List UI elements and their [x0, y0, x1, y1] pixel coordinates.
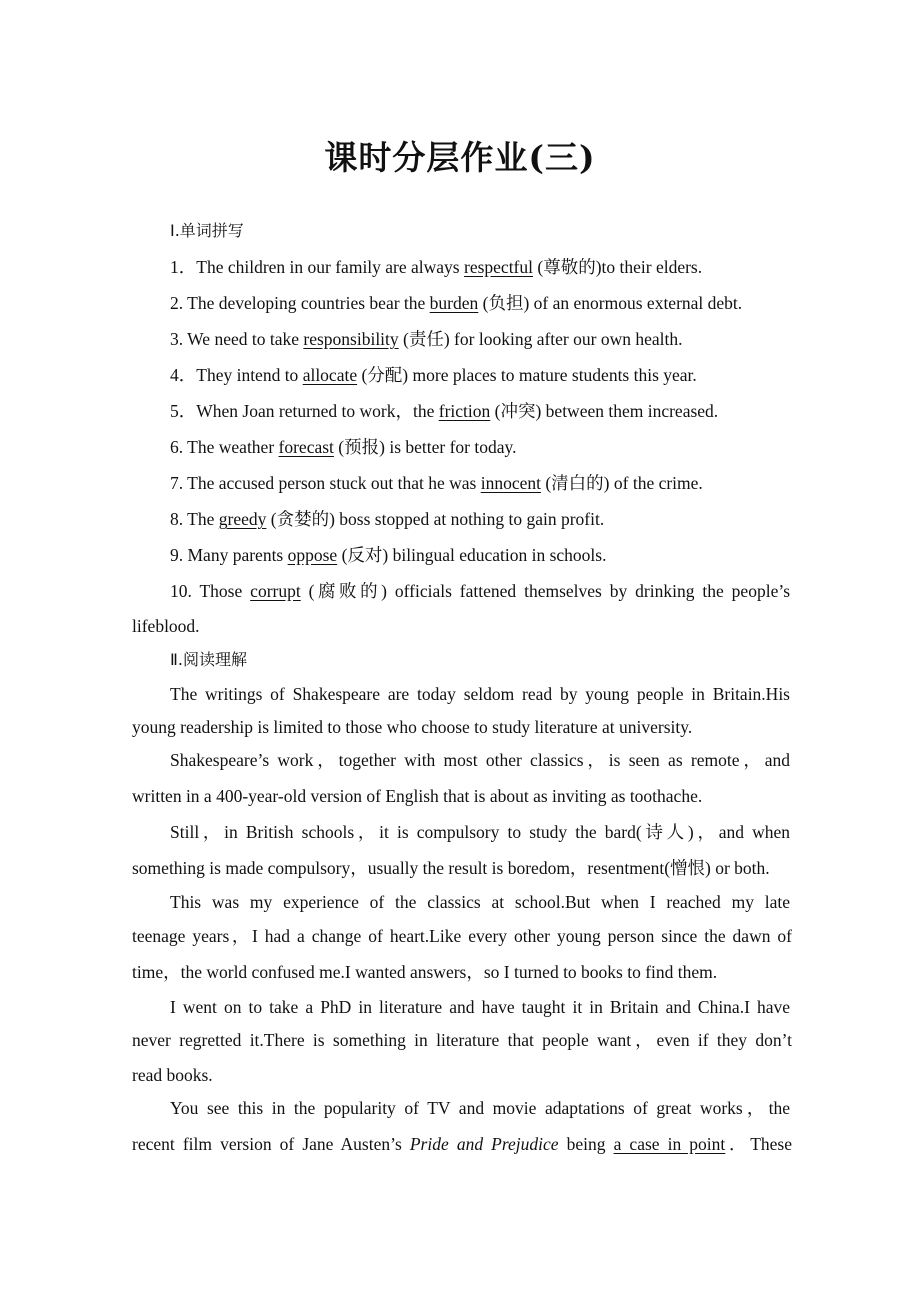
- item-text: (分配) more places to mature students this year.: [357, 365, 697, 385]
- spelling-item-10: [170, 579, 790, 603]
- item-text: (尊敬的)to their elders.: [533, 257, 703, 277]
- item-text: 4．They intend to: [170, 365, 303, 385]
- answer-word: corrupt: [250, 581, 301, 601]
- answer-word: burden: [429, 293, 479, 313]
- paragraph-5-line-2: never regretted it.There is something in literature that people want，even if they don’t: [132, 1030, 792, 1050]
- item-text: (责任) for looking after our own health.: [398, 329, 683, 349]
- paragraph-3-line-1: Still，in British schools，it is compulsory to study the bard(诗人)，and when: [170, 822, 790, 842]
- item-text: 1．The children in our family are always: [170, 257, 464, 277]
- section-heading-spelling: Ⅰ.单词拼写: [170, 221, 244, 240]
- underlined-phrase: a case in point: [613, 1134, 726, 1154]
- book-title: Pride and Prejudice: [409, 1134, 559, 1154]
- item-text: 10. Those: [170, 581, 251, 601]
- text-run: being: [558, 1134, 614, 1154]
- paragraph-6-line-2: [132, 1132, 792, 1156]
- paragraph-6-line-1: You see this in the popularity of TV and movie adaptations of great works，the: [170, 1098, 790, 1118]
- item-text: (预报) is better for today.: [333, 437, 517, 457]
- paragraph-3-line-2: something is made compulsory，usually the result is boredom，resentment(憎恨) or both.: [132, 858, 770, 878]
- spelling-item-8: [170, 507, 830, 531]
- item-text: (清白的) of the crime.: [540, 473, 703, 493]
- text-run: ．These: [725, 1134, 792, 1154]
- paragraph-2-line-2: written in a 400-year-old version of English that is about as inviting as toothache.: [132, 786, 703, 806]
- paragraph-1-line-1: The writings of Shakespeare are today seldom read by young people in Britain.His: [170, 684, 790, 704]
- paragraph-5-line-1: I went on to take a PhD in literature and have taught it in Britain and China.I have: [170, 997, 790, 1017]
- spelling-item-2: [170, 291, 830, 315]
- item-text: 3. We need to take: [170, 329, 304, 349]
- item-text: 9. Many parents: [170, 545, 288, 565]
- answer-word: allocate: [302, 365, 358, 385]
- paragraph-4-line-1: This was my experience of the classics at school.But when I reached my late: [170, 892, 790, 912]
- answer-word: responsibility: [303, 329, 399, 349]
- item-text: 7. The accused person stuck out that he was: [170, 473, 481, 493]
- paragraph-1-line-2: young readership is limited to those who choose to study literature at university.: [132, 717, 693, 737]
- item-text: 2. The developing countries bear the: [170, 293, 430, 313]
- spelling-item-6: [170, 435, 830, 459]
- answer-word: oppose: [287, 545, 338, 565]
- item-text: (冲突) between them increased.: [490, 401, 719, 421]
- answer-word: innocent: [480, 473, 541, 493]
- page-title: 课时分层作业(三): [324, 138, 596, 177]
- item-text: 5．When Joan returned to work，the: [170, 401, 439, 421]
- spelling-item-4: [170, 363, 830, 387]
- item-text: (腐败的) officials fattened themselves by drinking the people’s: [300, 581, 791, 601]
- item-text: 8. The: [170, 509, 219, 529]
- paragraph-4-line-3: time，the world confused me.I wanted answers，so I turned to books to find them.: [132, 962, 718, 982]
- spelling-item-10-continued: lifeblood.: [132, 616, 200, 636]
- answer-word: greedy: [218, 509, 267, 529]
- item-text: 6. The weather: [170, 437, 279, 457]
- spelling-item-1: [170, 255, 830, 279]
- item-text: (反对) bilingual education in schools.: [337, 545, 607, 565]
- text-run: recent film version of Jane Austen’s: [132, 1134, 410, 1154]
- item-text: (贪婪的) boss stopped at nothing to gain profit.: [266, 509, 605, 529]
- item-text: (负担) of an enormous external debt.: [478, 293, 743, 313]
- paragraph-5-line-3: read books.: [132, 1065, 213, 1085]
- spelling-item-3: [170, 327, 830, 351]
- answer-word: forecast: [278, 437, 334, 457]
- spelling-item-7: [170, 471, 830, 495]
- paragraph-2-line-1: Shakespeare’s work，together with most other classics，is seen as remote，and: [170, 750, 790, 770]
- answer-word: respectful: [464, 257, 533, 277]
- spelling-item-9: [170, 543, 830, 567]
- answer-word: friction: [438, 401, 491, 421]
- section-heading-reading: Ⅱ.阅读理解: [170, 650, 247, 669]
- spelling-item-5: [170, 399, 830, 423]
- paragraph-4-line-2: teenage years，I had a change of heart.Like every other young person since the dawn of: [132, 926, 792, 946]
